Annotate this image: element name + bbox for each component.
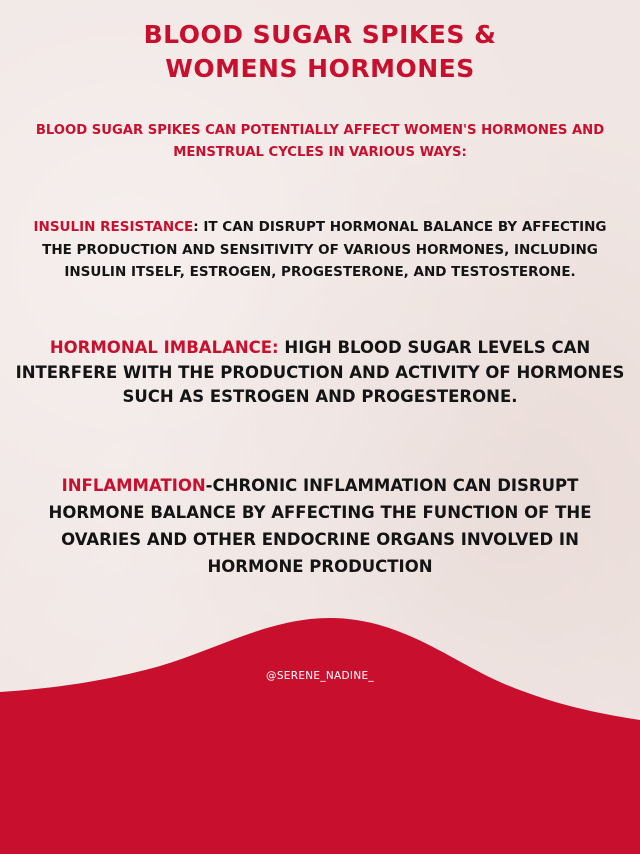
paragraph-text: -CHRONIC INFLAMMATION CAN DISRUPT	[205, 476, 579, 495]
paragraph-text: HIGH BLOOD SUGAR LEVELS CAN	[278, 338, 591, 357]
title-line-2: WOMENS HORMONES	[165, 54, 475, 83]
paragraph-line	[0, 336, 640, 361]
section-heading: INSULIN RESISTANCE	[33, 219, 194, 235]
hormonal-imbalance-paragraph	[0, 336, 640, 410]
paragraph-line: INTERFERE WITH THE PRODUCTION AND ACTIVITY OF HORMONES	[15, 362, 625, 382]
inflammation-paragraph	[0, 472, 640, 580]
intro-text	[0, 120, 640, 164]
paragraph-line	[0, 216, 640, 239]
paragraph-line: SUCH AS ESTROGEN AND PROGESTERONE.	[122, 387, 518, 406]
paragraph-line: INSULIN ITSELF, ESTROGEN, PROGESTERONE, AND TESTOSTERONE.	[64, 264, 576, 280]
paragraph-line	[0, 472, 640, 499]
page-title	[0, 18, 640, 86]
paragraph-line: HORMONE BALANCE BY AFFECTING THE FUNCTION OF THE	[48, 503, 592, 522]
paragraph-line: HORMONE PRODUCTION	[207, 557, 433, 576]
intro-line-2: MENSTRUAL CYCLES IN VARIOUS WAYS:	[173, 145, 467, 160]
section-heading: INFLAMMATION	[61, 476, 206, 495]
intro-line-1: BLOOD SUGAR SPIKES CAN POTENTIALLY AFFECT WOMEN'S HORMONES AND	[35, 123, 605, 138]
paragraph-line: THE PRODUCTION AND SENSITIVITY OF VARIOUS HORMONES, INCLUDING	[42, 241, 598, 258]
insulin-resistance-paragraph	[0, 216, 640, 284]
title-line-1: BLOOD SUGAR SPIKES &	[143, 20, 497, 49]
red-wave-shape	[0, 600, 640, 854]
heading-separator: :	[193, 219, 199, 235]
author-handle: @SERENE_NADINE_	[266, 670, 374, 682]
wave-fill	[0, 618, 640, 854]
paragraph-text: IT CAN DISRUPT HORMONAL BALANCE BY AFFECTING	[198, 219, 607, 235]
section-heading: HORMONAL IMBALANCE:	[49, 338, 279, 357]
paragraph-line: OVARIES AND OTHER ENDOCRINE ORGANS INVOLVED IN	[61, 530, 579, 549]
